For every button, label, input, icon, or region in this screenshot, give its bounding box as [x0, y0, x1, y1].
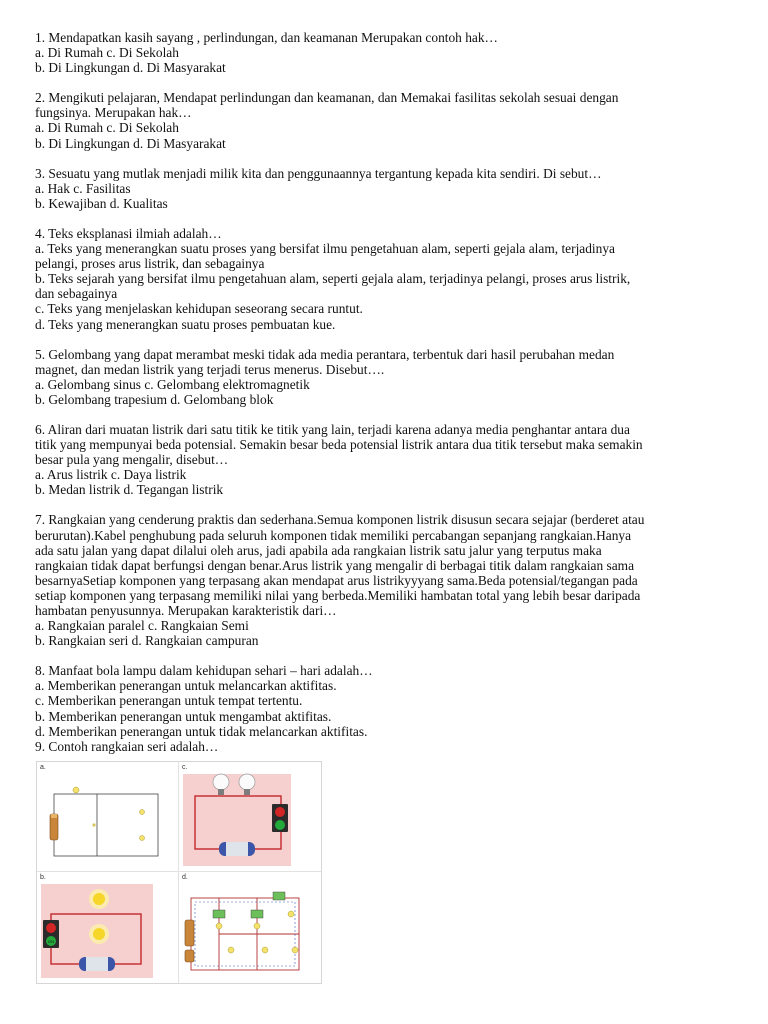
question-2-option-b-d: b. Di Lingkungan d. Di Masyarakat — [35, 135, 226, 151]
battery-icon — [185, 950, 194, 962]
circuit-panel-b — [37, 872, 179, 982]
question-8 — [35, 663, 735, 754]
bulb-icon — [288, 911, 294, 917]
bulb-icon — [213, 774, 229, 790]
question-7-line-5: besarnyaSetiap komponen yang terpasang akan mendapat arus listrikyyyang sama.Beda potensial/tegangan pada — [35, 572, 638, 588]
panel-b-label: b. — [40, 874, 46, 881]
bulb-icon — [140, 836, 145, 841]
question-6 — [35, 422, 735, 497]
bulb-icon — [216, 923, 222, 929]
switch-on-light — [275, 820, 285, 830]
circuit-panel-a — [37, 762, 179, 872]
series-circuit-diagram — [37, 872, 179, 982]
switch-icon — [213, 910, 225, 918]
bulb-icon — [262, 947, 268, 953]
question-4-option-a-1: a. Teks yang menerangkan suatu proses yang bersifat ilmu pengetahuan alam, seperti gejala alam, terjadinya — [35, 241, 615, 257]
question-5 — [35, 347, 735, 407]
question-8-option-b: b. Memberikan penerangan untuk mengambat aktifitas. — [35, 708, 332, 724]
bulb-icon — [93, 893, 105, 905]
circuit-figure — [36, 761, 322, 984]
switch-icon — [251, 910, 263, 918]
question-2-line-2: fungsinya. Merupakan hak… — [35, 105, 192, 121]
parallel-circuit-diagram — [37, 762, 179, 872]
panel-c-label: c. — [182, 764, 188, 771]
switch-on-text: ON — [48, 939, 54, 944]
battery-terminal — [51, 814, 57, 818]
bulb-icon — [73, 787, 79, 793]
question-2-option-a-c: a. Di Rumah c. Di Sekolah — [35, 120, 179, 136]
question-8-line-1: 8. Manfaat bola lampu dalam kehidupan sehari – hari adalah… — [35, 663, 373, 679]
question-8-option-a: a. Memberikan penerangan untuk melancarkan aktifitas. — [35, 678, 337, 694]
question-6-line-1: 6. Aliran dari muatan listrik dari satu titik ke titik yang lain, terjadi karena adanya media penghantar antara dua — [35, 421, 630, 437]
question-1-line-1: 1. Mendapatkan kasih sayang , perlindungan, dan keamanan Merupakan contoh hak… — [35, 30, 498, 45]
switch-icon — [92, 823, 95, 826]
bulb-base — [218, 789, 224, 795]
question-2 — [35, 90, 735, 150]
circuit-panel-d — [179, 872, 321, 982]
question-4-option-d: d. Teks yang menerangkan suatu proses pembuatan kue. — [35, 316, 336, 332]
question-8-option-c: c. Memberikan penerangan untuk tempat tertentu. — [35, 693, 303, 709]
question-7-line-3: ada satu jalan yang dapat dilalui oleh arus, jadi apabila ada rangkaian listrik satu jalur yang terputus maka — [35, 542, 602, 558]
worksheet-text — [35, 30, 735, 754]
question-3-line-1: 3. Sesuatu yang mutlak menjadi milik kita dan penggunaannya tergantung kepada kita sendiri. Di sebut… — [35, 165, 602, 181]
battery-icon — [185, 920, 194, 946]
switch-off-light — [275, 807, 285, 817]
question-9-line-1: 9. Contoh rangkaian seri adalah… — [35, 738, 219, 754]
question-4-option-a-2: pelangi, proses arus listrik, dan sebagainya — [35, 256, 265, 272]
mixed-circuit-diagram — [179, 872, 321, 982]
battery-label-band — [226, 842, 248, 856]
bulb-icon — [292, 947, 298, 953]
question-5-option-b-d: b. Gelombang trapesium d. Gelombang blok — [35, 391, 274, 407]
question-4-option-b-2: dan sebagainya — [35, 286, 118, 302]
question-6-option-b-d: b. Medan listrik d. Tegangan listrik — [35, 482, 224, 498]
question-7-line-4: rangkaian tidak dapat berfungsi dengan benar.Arus listrik yang mengalir di berbagai titik dalam rangkaian sama — [35, 557, 635, 573]
switch-icon — [273, 892, 285, 900]
question-7-line-2: berurutan).Kabel penghubung pada seluruh komponen tidak memiliki percabangan sepanjang rangkaian.Hanya — [35, 527, 632, 543]
bulb-base — [244, 789, 250, 795]
question-2-line-1: 2. Mengikuti pelajaran, Mendapat perlindungan dan keamanan, dan Memakai fasilitas sekolah sesuai dengan — [35, 90, 619, 106]
bulb-icon — [239, 774, 255, 790]
question-5-line-1: 5. Gelombang yang dapat merambat meski tidak ada media perantara, terbentuk dari hasil perubahan medan — [35, 346, 615, 362]
bulb-icon — [254, 923, 260, 929]
panel-a-label: a. — [40, 764, 46, 771]
question-1-option-a-c: a. Di Rumah c. Di Sekolah — [35, 45, 179, 61]
circuit-a-wire-loop — [54, 794, 158, 856]
question-7-line-6: setiap komponen yang terpasang memiliki nilai yang berbeda.Memiliki hambatan total yang lebih besar daripada — [35, 587, 641, 603]
question-6-line-2: titik yang mempunyai beda potensial. Semakin besar beda potensial listrik antara dua titik tersebut maka semakin — [35, 437, 643, 453]
question-1-option-b-d: b. Di Lingkungan d. Di Masyarakat — [35, 60, 226, 76]
question-5-line-2: magnet, dan medan listrik yang terjadi terus menerus. Disebut…. — [35, 361, 385, 377]
series-circuit-diagram — [179, 762, 321, 872]
question-5-option-a-c: a. Gelombang sinus c. Gelombang elektromagnetik — [35, 376, 310, 392]
panel-d-label: d. — [182, 874, 188, 881]
question-3-option-a-c: a. Hak c. Fasilitas — [35, 180, 131, 196]
bulb-icon — [93, 928, 105, 940]
bulb-icon — [228, 947, 234, 953]
question-3-option-b-d: b. Kewajiban d. Kualitas — [35, 195, 168, 211]
question-7-option-b-d: b. Rangkaian seri d. Rangkaian campuran — [35, 633, 259, 649]
bulb-icon — [140, 810, 145, 815]
question-8-option-d: d. Memberikan penerangan untuk tidak melancarkan aktifitas. — [35, 723, 368, 739]
switch-off-light — [46, 923, 56, 933]
circuit-panel-c — [179, 762, 321, 872]
question-7-option-a-c: a. Rangkaian paralel c. Rangkaian Semi — [35, 618, 249, 634]
question-7-line-7: hambatan penyusunnya. Merupakan karakteristik dari… — [35, 603, 337, 618]
battery-label-band — [86, 957, 108, 971]
question-7 — [35, 512, 735, 648]
question-4 — [35, 226, 735, 332]
question-4-option-b-1: b. Teks sejarah yang bersifat ilmu pengetahuan alam, seperti gejala alam, terjadinya pelangi, proses arus listrik, — [35, 271, 631, 287]
question-6-option-a-c: a. Arus listrik c. Daya listrik — [35, 467, 187, 483]
question-4-line-1: 4. Teks eksplanasi ilmiah adalah… — [35, 225, 222, 241]
question-3 — [35, 166, 735, 211]
question-1 — [35, 30, 735, 75]
question-4-option-c: c. Teks yang menjelaskan kehidupan seseorang secara runtut. — [35, 301, 363, 317]
question-6-line-3: besar pula yang mengalir, disebut… — [35, 452, 229, 468]
question-7-line-1: 7. Rangkaian yang cenderung praktis dan sederhana.Semua komponen listrik disusun secara sejajar (berderet atau — [35, 512, 645, 528]
